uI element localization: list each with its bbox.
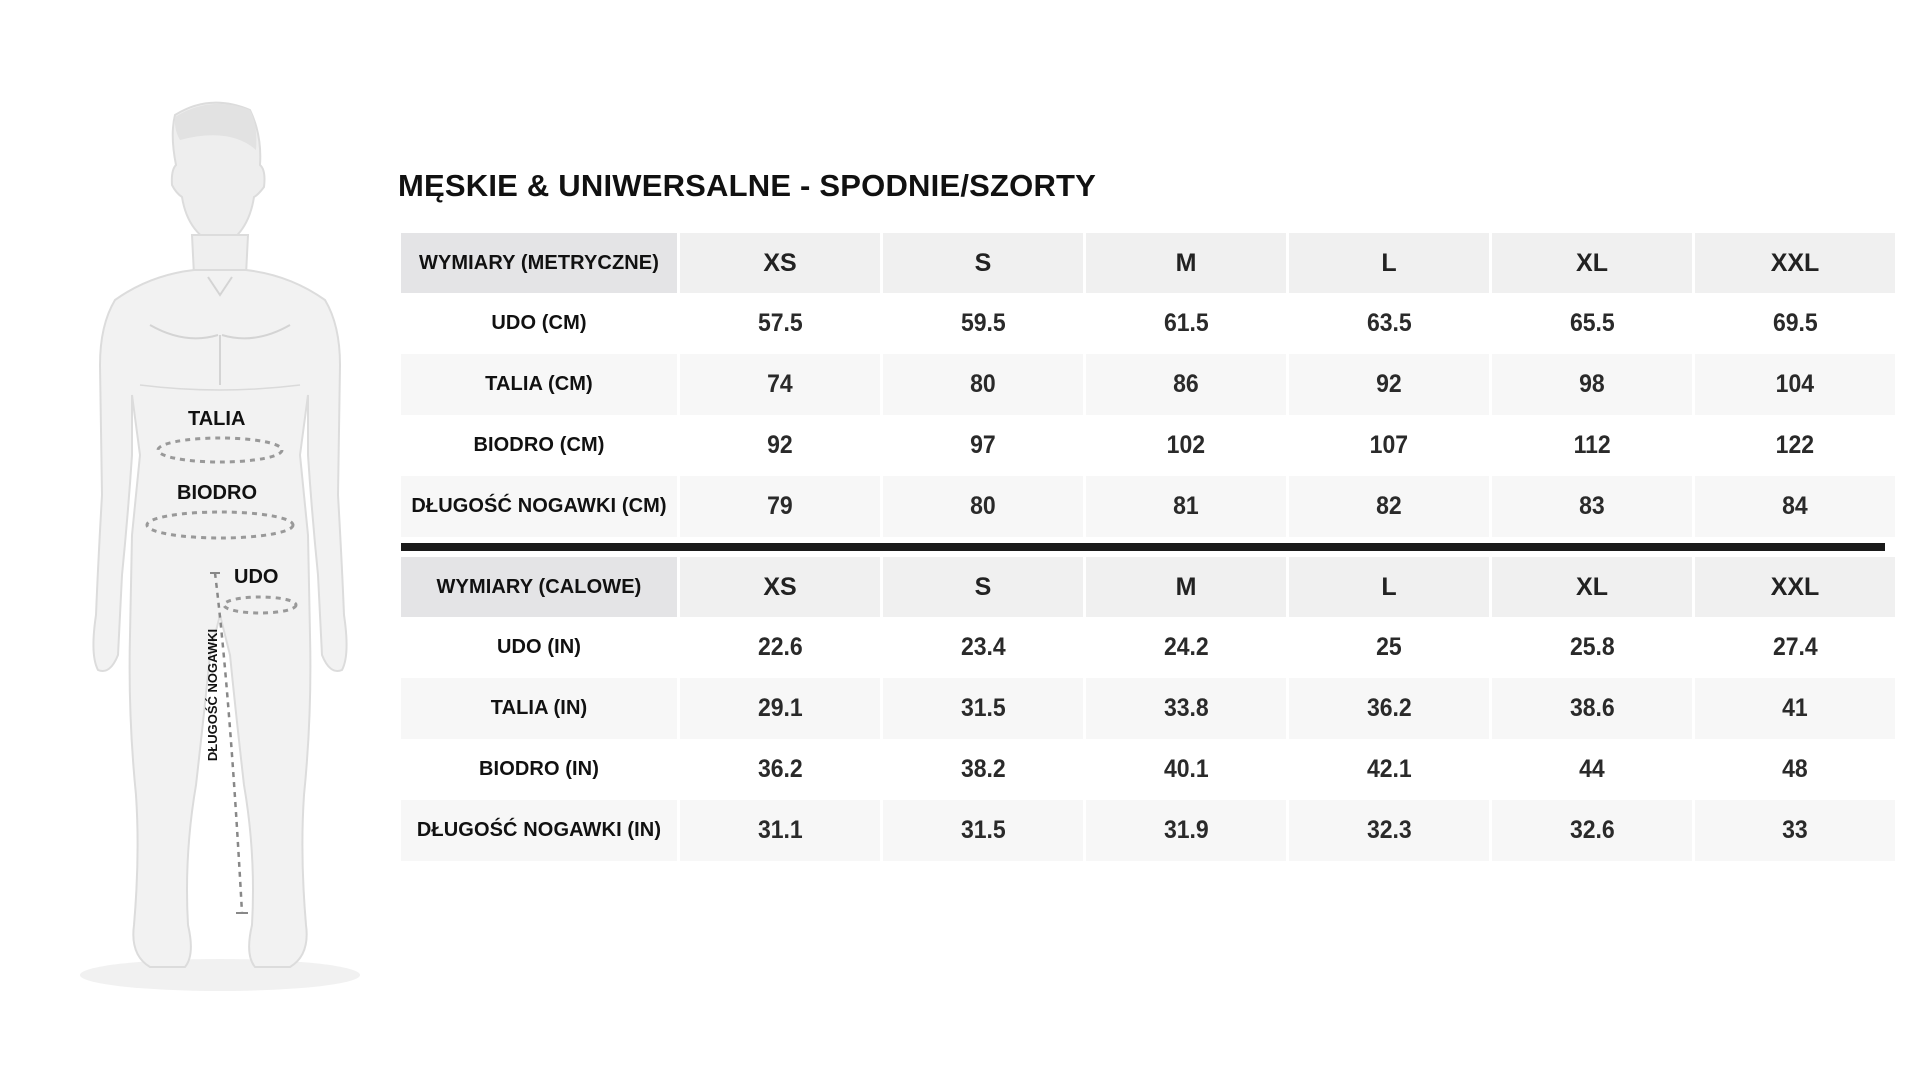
- table-cell: 23.4: [960, 633, 1006, 661]
- hip-label: BIODRO: [177, 482, 257, 504]
- table-cell: 40.1: [1163, 755, 1209, 783]
- table-cell: 97: [970, 431, 996, 459]
- table-cell: 41: [1695, 678, 1895, 739]
- table-cell: 63.5: [1366, 309, 1412, 337]
- size-header-m: M: [1086, 233, 1286, 293]
- section-divider: [401, 543, 1885, 551]
- table-cell: 74: [680, 354, 880, 415]
- table-cell: 112: [1573, 431, 1611, 459]
- row-label: UDO (CM): [491, 312, 587, 334]
- row-label: DŁUGOŚĆ NOGAWKI (IN): [401, 800, 677, 861]
- table-cell: 61.5: [1163, 309, 1209, 337]
- row-label: UDO (IN): [496, 636, 582, 658]
- table-cell: 69.5: [1772, 309, 1818, 337]
- size-header-xl: XL: [1492, 233, 1692, 293]
- table-cell: 31.5: [883, 800, 1083, 861]
- table-cell: 65.5: [1569, 309, 1615, 337]
- table-cell: 86: [1086, 354, 1286, 415]
- table-cell: 84: [1695, 476, 1895, 537]
- table-cell: 98: [1492, 354, 1692, 415]
- table-cell: 92: [767, 431, 793, 459]
- leg-length-label: DŁUGOŚĆ NOGAWKI: [205, 628, 220, 762]
- table-cell: 36.2: [757, 755, 803, 783]
- table-cell: 38.2: [960, 755, 1006, 783]
- size-header-xl: XL: [1492, 557, 1692, 617]
- table-cell: 25.8: [1569, 633, 1615, 661]
- table-cell: 82: [1289, 476, 1489, 537]
- table-row: [401, 415, 1895, 476]
- size-header-xxl: XXL: [1695, 557, 1895, 617]
- size-header-s: S: [883, 233, 1083, 293]
- row-label: TALIA (IN): [401, 678, 677, 739]
- table-cell: 25: [1376, 633, 1402, 661]
- table-cell: 31.1: [680, 800, 880, 861]
- table-cell: 31.9: [1086, 800, 1286, 861]
- table-cell: 48: [1782, 755, 1808, 783]
- size-header-l: L: [1289, 233, 1489, 293]
- body-measurement-figure: [70, 95, 370, 1005]
- table-cell: 29.1: [680, 678, 880, 739]
- table-cell: 122: [1775, 431, 1815, 459]
- table-cell: 27.4: [1772, 633, 1818, 661]
- row-label: DŁUGOŚĆ NOGAWKI (CM): [401, 476, 677, 537]
- metric-size-table: [398, 233, 1898, 537]
- metric-header-row: [401, 233, 1895, 293]
- table-cell: 32.6: [1492, 800, 1692, 861]
- table-row: [401, 617, 1895, 678]
- table-cell: 102: [1166, 431, 1206, 459]
- size-header-xs: XS: [680, 557, 880, 617]
- table-cell: 38.6: [1492, 678, 1692, 739]
- size-header-s: S: [883, 557, 1083, 617]
- table-cell: 33: [1695, 800, 1895, 861]
- row-label: BIODRO (CM): [473, 434, 605, 456]
- table-cell: 104: [1695, 354, 1895, 415]
- table-cell: 36.2: [1289, 678, 1489, 739]
- table-row: [401, 739, 1895, 800]
- table-cell: 59.5: [960, 309, 1006, 337]
- table-cell: 24.2: [1163, 633, 1209, 661]
- table-row: [401, 354, 1895, 415]
- metric-header-label: WYMIARY (METRYCZNE): [401, 233, 677, 293]
- row-label: TALIA (CM): [401, 354, 677, 415]
- size-tables: [401, 233, 1885, 861]
- table-cell: 32.3: [1289, 800, 1489, 861]
- table-row: [401, 800, 1895, 861]
- size-header-xs: XS: [680, 233, 880, 293]
- table-cell: 80: [883, 354, 1083, 415]
- imperial-header-label: WYMIARY (CALOWE): [401, 557, 677, 617]
- table-row: [401, 476, 1895, 537]
- size-header-m: M: [1086, 557, 1286, 617]
- size-header-l: L: [1289, 557, 1489, 617]
- table-cell: 80: [883, 476, 1083, 537]
- table-cell: 44: [1579, 755, 1605, 783]
- table-cell: 81: [1086, 476, 1286, 537]
- table-cell: 83: [1492, 476, 1692, 537]
- table-cell: 107: [1369, 431, 1409, 459]
- table-row: [401, 293, 1895, 354]
- thigh-label: UDO: [234, 566, 279, 588]
- imperial-header-row: [401, 557, 1895, 617]
- table-cell: 79: [680, 476, 880, 537]
- page-title: MĘSKIE & UNIWERSALNE - SPODNIE/SZORTY: [398, 168, 1097, 203]
- size-header-xxl: XXL: [1695, 233, 1895, 293]
- table-cell: 31.5: [883, 678, 1083, 739]
- table-cell: 22.6: [757, 633, 803, 661]
- waist-label: TALIA: [188, 408, 246, 430]
- male-body-figure-icon: [70, 95, 370, 1005]
- row-label: BIODRO (IN): [479, 758, 599, 780]
- imperial-size-table: [398, 557, 1898, 861]
- table-cell: 42.1: [1366, 755, 1412, 783]
- table-cell: 33.8: [1086, 678, 1286, 739]
- table-cell: 92: [1289, 354, 1489, 415]
- table-row: [401, 678, 1895, 739]
- table-cell: 57.5: [757, 309, 803, 337]
